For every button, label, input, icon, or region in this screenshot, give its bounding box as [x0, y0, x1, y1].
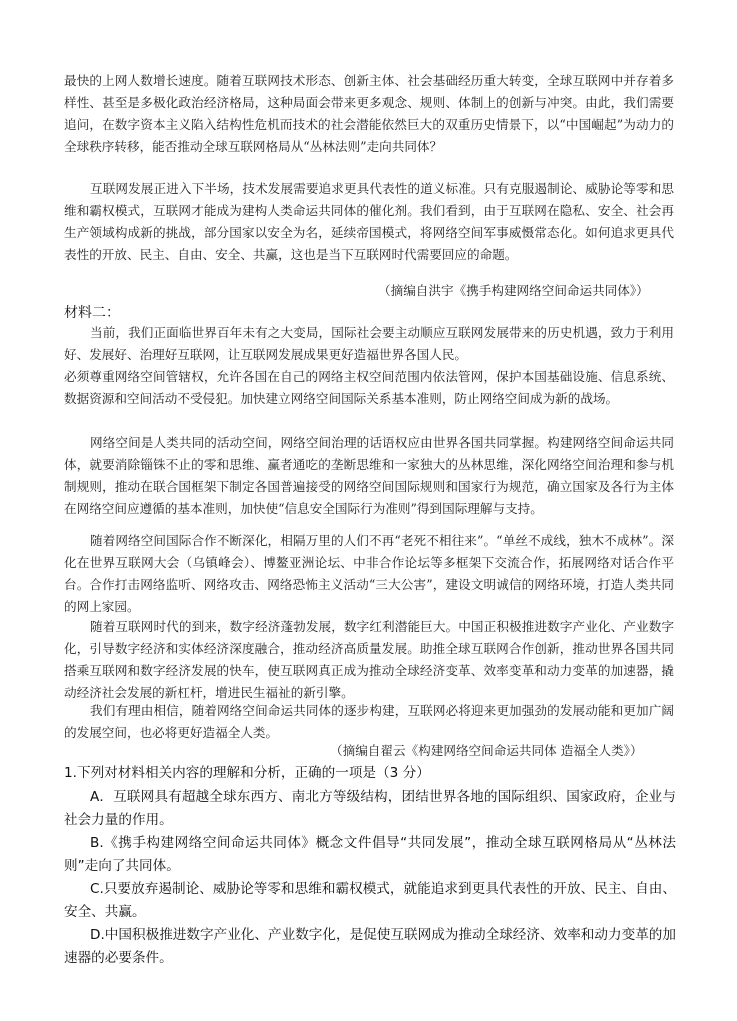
material2-paragraph-6: 我们有理由相信，随着网络空间命运共同体的逐步构建，互联网必将迎来更加强劲的发展动能和更加广阔的发展空间，也必将更好造福全人类。 — [64, 703, 674, 740]
material2-paragraph-1: 当前，我们正面临世界百年未有之大变局，国际社会要主动顺应互联网发展带来的历史机遇，致力于利用好、发展好、治理好互联网，让互联网发展成果更好造福世界各国人民。 — [64, 325, 674, 362]
material2-paragraph-4: 随着网络空间国际合作不断深化，相隔万里的人们不再“老死不相往来”。“单丝不成线，独木不成林”。深化在世界互联网大会（乌镇峰会）、博鳌亚洲论坛、中非合作论坛等多框架下交流合作，拓展网络对话合作平台。合作打击网络监听、网络攻击、网络恐怖主义活动“三大公害”，建设文明诚信的网络环境，打造人类共同的网上家园。 — [64, 533, 674, 614]
question-stem: 1.下列对材料相关内容的理解和分析，正确的一项是（3 分） — [64, 765, 430, 781]
material1-source: （摘编自洪宇《携手构建网络空间命运共同体》） — [378, 283, 649, 298]
option-b[interactable]: B.《携手构建网络空间命运共同体》概念文件倡导“共同发展”，推动全球互联网格局从“丛林法则”走向了共同体。 — [64, 835, 676, 874]
option-d[interactable]: D.中国积极推进数字产业化、产业数字化，是促使互联网成为推动全球经济、效率和动力变革的加速器的必要条件。 — [64, 927, 676, 966]
material2-paragraph-3: 网络空间是人类共同的活动空间，网络空间治理的话语权应由世界各国共同掌握。构建网络空间命运共同体，就要消除锱铢不止的零和思维、赢者通吃的垄断思维和一家独大的丛林思维，深化网络空间治理和参与机制规则，推动在联合国框架下制定各国普遍接受的网络空间国际规则和国家行为规范，确立国家及各行为主体在网络空间应遵循的基本准则，加快使“信息安全国际行为准则”得到国际理解与支持。 — [64, 435, 674, 516]
option-c[interactable]: C.只要放弃遏制论、威胁论等零和思维和霸权模式，就能追求到更具代表性的开放、民主、自由、安全、共赢。 — [64, 881, 676, 920]
material2-heading: 材料二： — [64, 305, 120, 321]
material2-paragraph-2: 必须尊重网络空间管辖权，允许各国在自己的网络主权空间范围内依法管网，保护本国基础设施、信息系统、数据资源和空间活动不受侵犯。加快建立网络空间国际关系基本准则，防止网络空间成为新的战场。 — [64, 369, 674, 406]
option-a[interactable]: A．互联网具有超越全球东西方、南北方等级结构，团结世界各地的国际组织、国家政府，企业与社会力量的作用。 — [64, 789, 676, 828]
material1-paragraph-continued: 最快的上网人数增长速度。随着互联网技术形态、创新主体、社会基础经历重大转变，全球互联网中并存着多样性、甚至是多极化政治经济格局，这种局面会带来更多观念、规则、体制上的创新与冲突。由此，我们需要追问，在数字资本主义陷入结构性危机而技术的社会潜能依然巨大的双重历史情景下，以“中国崛起”为动力的全球秩序转移，能否推动全球互联网格局从“丛林法则”走向共同体？ — [64, 73, 674, 154]
material2-source: （摘编自翟云《构建网络空间命运共同体 造福全人类》） — [330, 743, 643, 758]
material2-paragraph-5: 随着互联网时代的到来，数字经济蓬勃发展，数字红利潜能巨大。中国正积极推进数字产业化、产业数字化，引导数字经济和实体经济深度融合，推动经济高质量发展。助推全球互联网合作创新，推动世界各国共同搭乘互联网和数字经济发展的快车，使互联网真正成为推动全球经济变革、效率变革和动力变革的加速器，撬动经济社会发展的新杠杆，增进民生福祉的新引擎。 — [64, 619, 674, 700]
material1-paragraph-2: 互联网发展正进入下半场，技术发展需要追求更具代表性的道义标准。只有克服遏制论、威胁论等零和思维和霸权模式，互联网才能成为建构人类命运共同体的催化剂。我们看到，由于互联网在隐私、安全、社会再生产领域构成新的挑战，部分国家以安全为名，延续帝国模式，将网络空间军事威慑常态化。如何追求更具代表性的开放、民主、自由、安全、共赢，这也是当下互联网时代需要回应的命题。 — [64, 181, 674, 262]
